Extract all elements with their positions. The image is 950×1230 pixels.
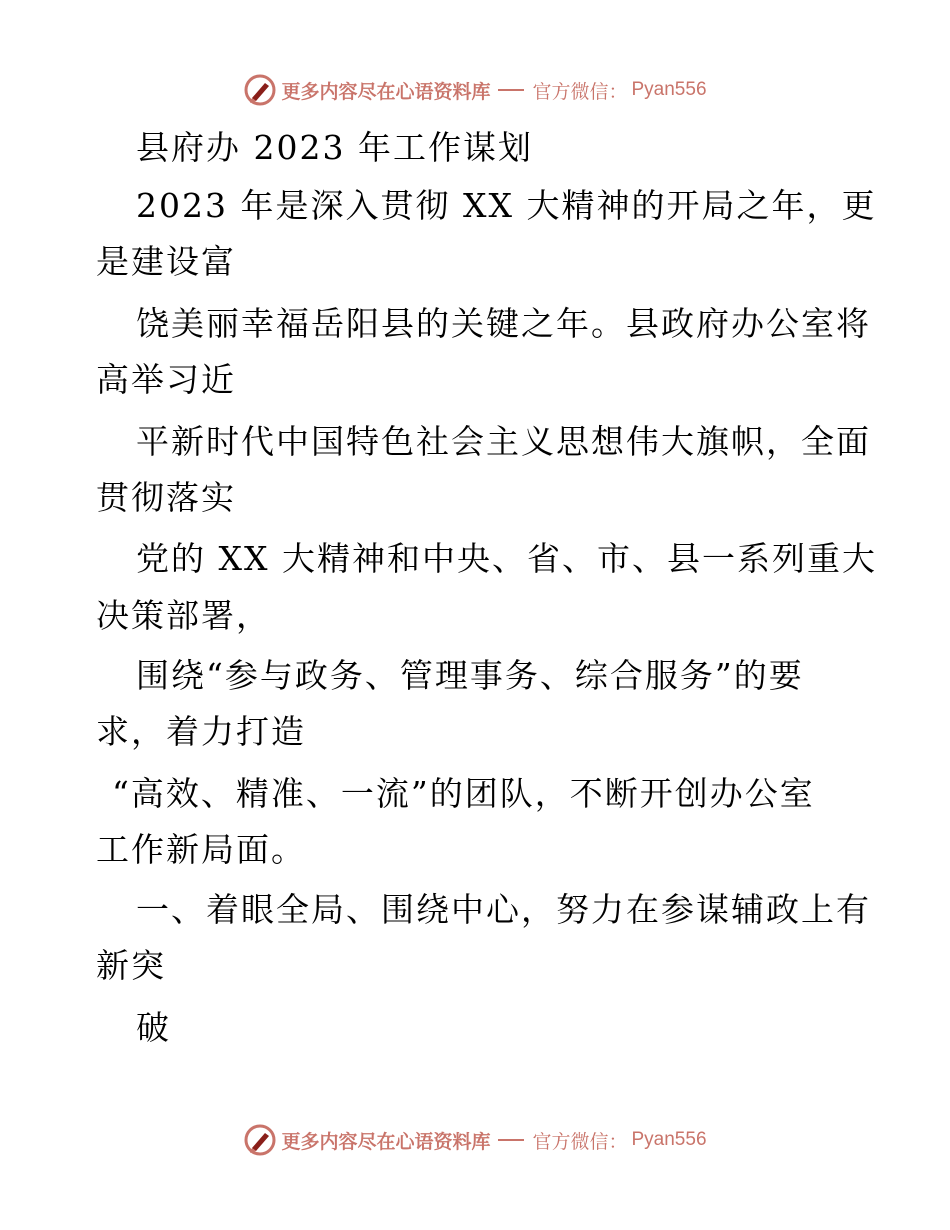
section-heading-line: 新突	[96, 946, 166, 985]
header-wechat-id: Pyan556	[631, 79, 707, 100]
section-heading-line: 一、着眼全局、围绕中心，努力在参谋辅政上有	[136, 890, 871, 929]
paragraph-line: 2023 年是深入贯彻 XX 大精神的开局之年，更	[136, 186, 877, 225]
footer-dash-divider	[498, 1139, 524, 1141]
paragraph-line: 围绕“参与政务、管理事务、综合服务”的要	[136, 656, 804, 695]
paragraph-line: 高举习近	[96, 360, 236, 399]
paragraph-line: 党的 XX 大精神和中央、省、市、县一系列重大	[136, 539, 877, 578]
paragraph-line: 工作新局面。	[96, 830, 306, 869]
paragraph-line: 求，着力打造	[96, 712, 306, 751]
document-title: 县府办 2023 年工作谋划	[136, 128, 533, 167]
paragraph-line: 贯彻落实	[96, 478, 236, 517]
paragraph-line: 决策部署，	[96, 596, 271, 635]
footer-watermark-banner	[0, 1120, 950, 1160]
section-heading-line: 破	[136, 1008, 171, 1047]
pen-logo-icon	[243, 1123, 277, 1157]
footer-wechat-id: Pyan556	[631, 1129, 707, 1150]
footer-wechat-label: 官方微信：	[532, 1130, 628, 1153]
header-wechat-label: 官方微信：	[532, 80, 628, 103]
paragraph-line: 饶美丽幸福岳阳县的关键之年。县政府办公室将	[136, 304, 871, 343]
pen-logo-icon	[243, 73, 277, 107]
paragraph-line: “高效、精准、一流”的团队，不断开创办公室	[112, 774, 815, 813]
header-watermark-banner	[0, 70, 950, 110]
header-dash-divider	[498, 89, 524, 91]
paragraph-line: 平新时代中国特色社会主义思想伟大旗帜，全面	[136, 422, 871, 461]
paragraph-line: 是建设富	[96, 242, 236, 281]
header-site-text: 更多内容尽在心语资料库	[281, 80, 491, 103]
footer-site-text: 更多内容尽在心语资料库	[281, 1130, 491, 1153]
